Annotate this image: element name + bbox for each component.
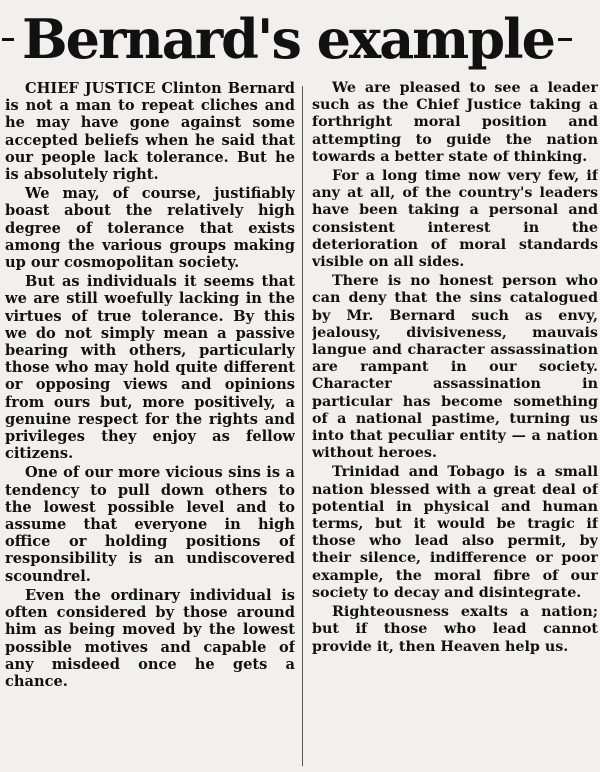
article-body (0, 80, 600, 772)
paragraph: We may, of course, justifiably boast about the relatively high degree of tolerance that exists among the various groups making up our cosmopolitan society. (5, 185, 295, 272)
paragraph: One of our more vicious sins is a tendency to pull down others to the lowest possible level and to assume that everyone in high office or holding positions of responsibility is an undiscovered scoundrel. (5, 464, 295, 585)
headline-row (0, 0, 600, 78)
paragraph: There is no honest person who can deny that the sins catalogued by Mr. Bernard such as envy, jealousy, divisiveness, mauvais langue and character assassination are rampant in our society. Character assassination in particular has become something of a national pastime, turning us into that peculiar entity — a nation without heroes. (312, 273, 598, 462)
right-column (312, 80, 598, 772)
column-divider (302, 86, 303, 766)
headline: Bernard's example (22, 7, 554, 71)
paragraph: Even the ordinary individual is often considered by those around him as being moved by the lowest possible motives and capable of any misdeed once he gets a chance. (5, 586, 295, 690)
left-column (5, 80, 295, 772)
paragraph: For a long time now very few, if any at all, of the country's leaders have been taking a personal and consistent interest in the deterioration of moral standards visible on all sides. (312, 168, 598, 271)
paragraph: We are pleased to see a leader such as the Chief Justice taking a forthright moral position and attempting to guide the nation towards a better state of thinking. (312, 80, 598, 165)
headline-rule-left (2, 38, 14, 41)
paragraph: Righteousness exalts a nation; but if those who lead cannot provide it, then Heaven help us. (312, 604, 598, 655)
headline-rule-right (558, 38, 572, 41)
paragraph: Trinidad and Tobago is a small nation blessed with a great deal of potential in physical and human terms, but it would be tragic if those who lead also permit, by their silence, indifference or poor example, the moral fibre of our society to decay and disintegrate. (312, 464, 598, 601)
paragraph: But as individuals it seems that we are still woefully lacking in the virtues of true tolerance. By this we do not simply mean a passive bearing with others, particularly those who may hold quite different or opposing views and opinions from ours but, more positively, a genuine respect for the rights and privileges they enjoy as fellow citizens. (5, 273, 295, 463)
paragraph: CHIEF JUSTICE Clinton Bernard is not a man to repeat cliches and he may have gone against some accepted beliefs when he said that our people lack tolerance. But he is absolutely right. (5, 80, 295, 184)
